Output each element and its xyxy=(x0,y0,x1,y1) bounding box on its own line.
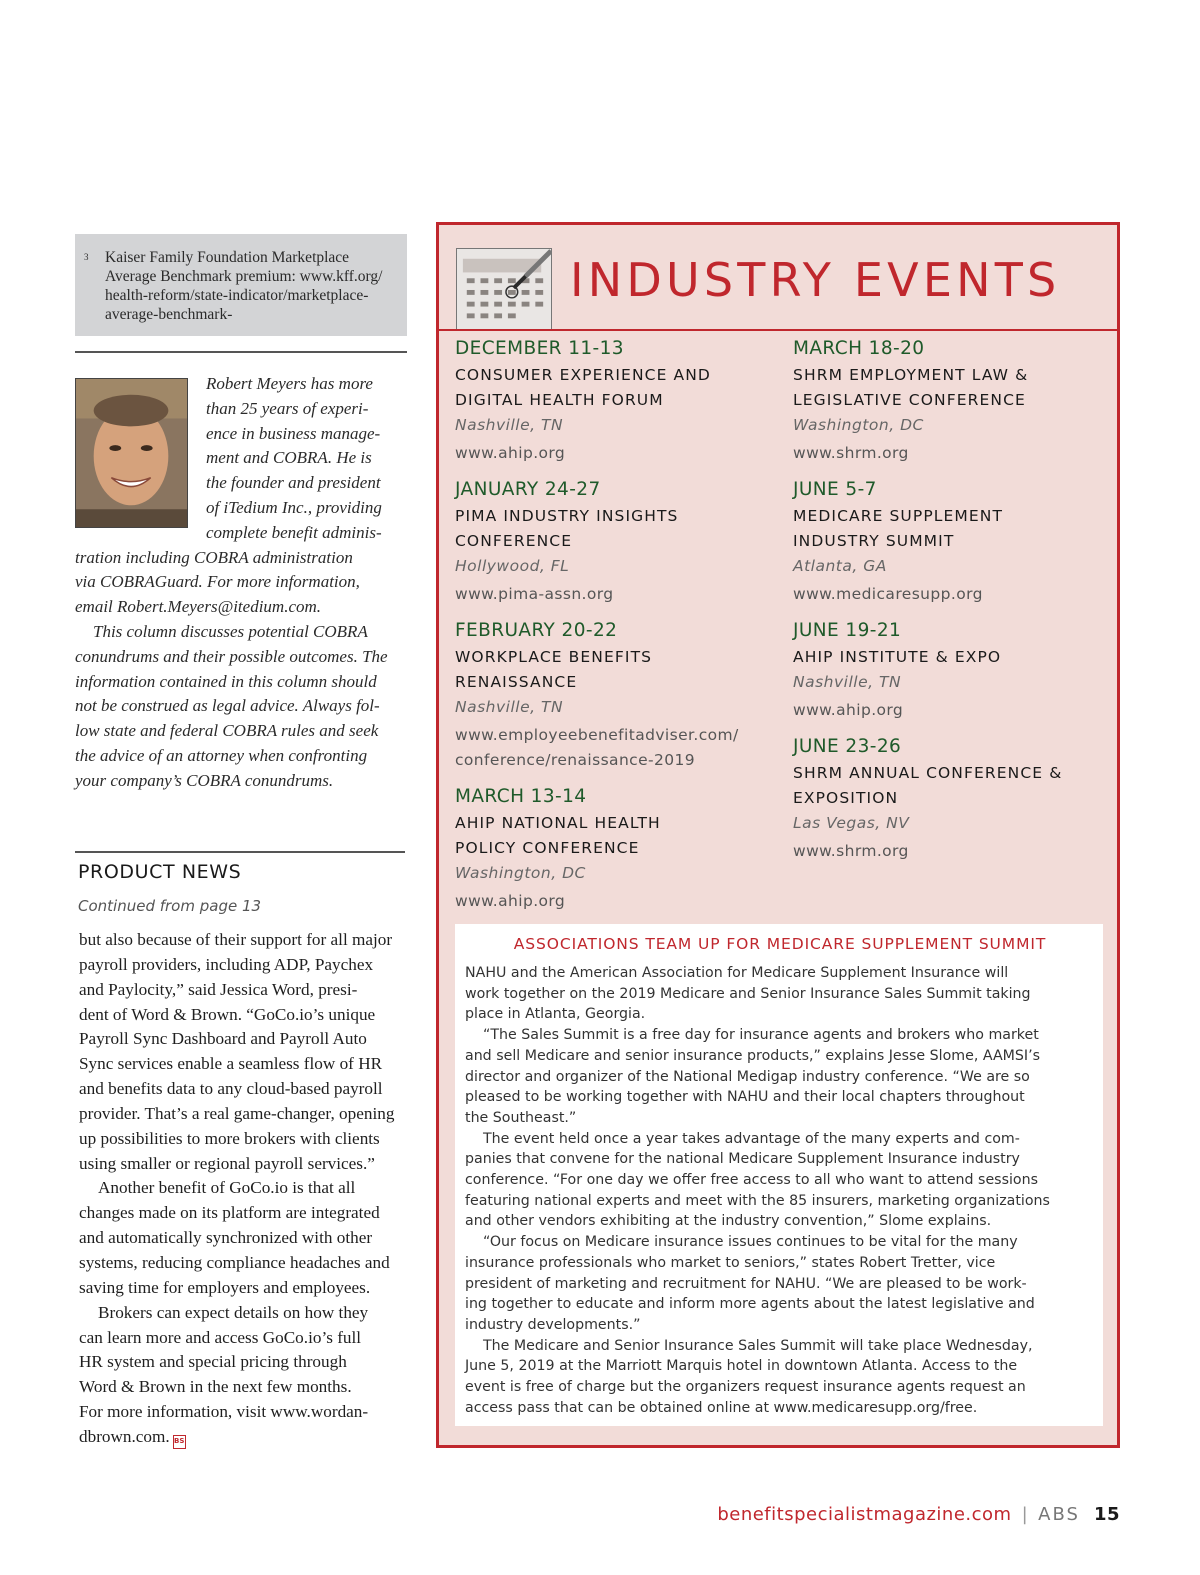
bio-line: Robert Meyers has more xyxy=(206,374,373,393)
bio-line: than 25 years of experi- xyxy=(206,398,369,418)
event-name xyxy=(455,645,785,695)
disclaimer-line: the advice of an attorney when confronting xyxy=(75,745,368,765)
event-url-line: www.ahip.org xyxy=(793,701,904,719)
body-line: but also because of their support for all major xyxy=(79,930,393,949)
event-url xyxy=(793,582,1123,607)
footer-separator: | xyxy=(1021,1504,1029,1525)
industry-events-title: INDUSTRY EVENTS xyxy=(570,253,1061,307)
event-url xyxy=(455,582,785,607)
event-name-line: AHIP INSTITUTE & EXPO xyxy=(793,648,1002,666)
body-line: using smaller or regional payroll services.” xyxy=(79,1153,375,1173)
bio-line: email Robert.Meyers@itedium.com. xyxy=(75,597,322,617)
event-location: Las Vegas, NV xyxy=(793,814,910,832)
article-line: “The Sales Summit is a free day for insurance agents and brokers who market xyxy=(483,1027,1039,1044)
body-line: dent of Word & Brown. “GoCo.io’s unique xyxy=(79,1004,376,1024)
bio-line: ence in business manage- xyxy=(206,423,381,443)
body-line: Payroll Sync Dashboard and Payroll Auto xyxy=(79,1029,367,1049)
associations-body xyxy=(465,963,1095,1418)
event-location: Atlanta, GA xyxy=(793,557,887,575)
event-date: MARCH 13-14 xyxy=(455,786,587,807)
event-url-line: www.ahip.org xyxy=(455,892,566,910)
article-line: insurance professionals who market to seniors,” states Robert Tretter, vice xyxy=(465,1254,996,1271)
body-line: changes made on its platform are integrated xyxy=(79,1203,380,1223)
article-line: access pass that can be obtained online at www.medicaresupp.org/free. xyxy=(465,1399,978,1416)
event-date: MARCH 18-20 xyxy=(793,338,925,359)
product-news-heading: PRODUCT NEWS xyxy=(78,861,242,883)
disclaimer-line: conundrums and their possible outcomes. The xyxy=(75,646,388,666)
footer-magazine: ABS xyxy=(1038,1504,1080,1525)
footnote-line: average-benchmark- xyxy=(105,306,233,323)
event-name xyxy=(793,761,1123,811)
event-name-line: INDUSTRY SUMMIT xyxy=(793,532,955,550)
event-name xyxy=(793,363,1123,413)
event-item xyxy=(793,335,1123,466)
article-line: industry developments.” xyxy=(465,1316,641,1333)
body-line: and automatically synchronized with other xyxy=(79,1228,373,1248)
event-name-line: PIMA INDUSTRY INSIGHTS xyxy=(455,507,679,525)
event-name-line: EXPOSITION xyxy=(793,789,899,807)
event-url-line: www.shrm.org xyxy=(793,444,909,462)
event-location: Nashville, TN xyxy=(455,698,564,716)
body-line: Brokers can expect details on how they xyxy=(98,1302,369,1322)
event-date: JANUARY 24-27 xyxy=(455,479,601,500)
article-line: “Our focus on Medicare insurance issues continues to be vital for the many xyxy=(483,1234,1018,1251)
event-date: JUNE 5-7 xyxy=(793,479,877,500)
article-line: the Southeast.” xyxy=(465,1109,577,1126)
article-line: president of marketing and recruitment for NAHU. “We are pleased to be work- xyxy=(465,1275,1027,1292)
article-line: The Medicare and Senior Insurance Sales Summit will take place Wednesday, xyxy=(483,1337,1033,1354)
event-item xyxy=(793,733,1123,864)
body-line: For more information, visit www.wordan- xyxy=(79,1402,369,1422)
article-line: ing together to educate and inform more agents about the latest legislative and xyxy=(465,1296,1035,1313)
event-name-line: CONFERENCE xyxy=(455,532,573,550)
body-line: up possibilities to more brokers with clients xyxy=(79,1128,380,1148)
article-line: featuring national experts and meet with the 85 insurers, marketing organizations xyxy=(465,1192,1050,1209)
footer-website: benefitspecialistmagazine.com xyxy=(717,1504,1012,1525)
event-item xyxy=(793,617,1123,723)
article-line: The event held once a year takes advantage of the many experts and com- xyxy=(483,1130,1020,1147)
event-url xyxy=(455,723,785,773)
events-column-right xyxy=(793,335,1123,874)
article-line: and sell Medicare and senior insurance products,” explains Jesse Slome, AAMSI’s xyxy=(465,1047,1040,1064)
event-name-line: RENAISSANCE xyxy=(455,673,578,691)
body-line-text: dbrown.com. xyxy=(79,1426,170,1446)
divider xyxy=(75,851,405,853)
event-name-line: SHRM EMPLOYMENT LAW & xyxy=(793,366,1029,384)
body-line: can learn more and access GoCo.io’s full xyxy=(79,1327,362,1347)
event-name xyxy=(455,504,785,554)
article-line: June 5, 2019 at the Marriott Marquis hotel in downtown Atlanta. Access to the xyxy=(465,1358,1018,1375)
disclaimer-line: not be construed as legal advice. Always fol- xyxy=(75,696,380,716)
body-line: HR system and special pricing through xyxy=(79,1352,347,1372)
bio-line: ment and COBRA. He is xyxy=(206,448,372,468)
body-line: and benefits data to any cloud-based payroll xyxy=(79,1079,383,1099)
body-line: Sync services enable a seamless flow of HR xyxy=(79,1054,383,1074)
body-line: saving time for employers and employees. xyxy=(79,1277,371,1297)
disclaimer-line: your company’s COBRA conundrums. xyxy=(75,770,334,790)
body-line: provider. That’s a real game-changer, opening xyxy=(79,1103,395,1123)
event-date: JUNE 23-26 xyxy=(793,736,902,757)
event-name xyxy=(793,645,1123,670)
header-divider xyxy=(439,329,1117,331)
body-line: systems, reducing compliance headaches and xyxy=(79,1252,390,1272)
disclaimer-line: low state and federal COBRA rules and seek xyxy=(75,721,379,741)
event-name-line: LEGISLATIVE CONFERENCE xyxy=(793,391,1026,409)
end-of-article-icon: BS xyxy=(173,1435,186,1449)
associations-article xyxy=(455,924,1103,1426)
event-location: Nashville, TN xyxy=(793,673,902,691)
event-date: DECEMBER 11-13 xyxy=(455,338,624,359)
event-name xyxy=(455,363,785,413)
event-name xyxy=(455,811,785,861)
event-date: JUNE 19-21 xyxy=(793,620,902,641)
disclaimer-line: This column discusses potential COBRA xyxy=(93,621,368,641)
event-item xyxy=(455,617,785,773)
event-item xyxy=(455,783,785,914)
event-location: Nashville, TN xyxy=(455,416,564,434)
event-url xyxy=(793,441,1123,466)
event-url-line: conference/renaissance-2019 xyxy=(455,751,696,769)
article-line: panies that convene for the national Medicare Supplement Insurance industry xyxy=(465,1151,1020,1168)
event-url-line: www.ahip.org xyxy=(455,444,566,462)
event-url-line: www.pima-assn.org xyxy=(455,585,614,603)
article-line: director and organizer of the National Medigap industry conference. “We are so xyxy=(465,1068,1030,1085)
event-item xyxy=(455,335,785,466)
bio-line: the founder and president xyxy=(206,473,381,493)
event-url xyxy=(793,839,1123,864)
author-bio xyxy=(75,372,407,794)
body-line: Another benefit of GoCo.io is that all xyxy=(98,1178,356,1198)
divider xyxy=(75,351,407,353)
event-date: FEBRUARY 20-22 xyxy=(455,620,618,641)
event-name-line: WORKPLACE BENEFITS xyxy=(455,648,653,666)
body-line: and Paylocity,” said Jessica Word, presi- xyxy=(79,979,358,999)
event-name-line: SHRM ANNUAL CONFERENCE & xyxy=(793,764,1063,782)
event-item xyxy=(793,476,1123,607)
calendar-icon xyxy=(456,248,552,331)
event-location: Washington, DC xyxy=(793,416,924,434)
disclaimer-line: information contained in this column should xyxy=(75,671,377,691)
body-line xyxy=(79,1425,409,1450)
event-url-line: www.shrm.org xyxy=(793,842,909,860)
article-line: work together on the 2019 Medicare and Senior Insurance Sales Summit taking xyxy=(465,985,1031,1002)
article-line: pleased to be working together with NAHU and their local chapters throughout xyxy=(465,1089,1025,1106)
industry-events-box xyxy=(436,222,1120,1448)
article-line: conference. “For one day we offer free access to all who want to attend sessions xyxy=(465,1172,1038,1189)
event-url-line: www.employeebenefitadviser.com/ xyxy=(455,726,739,744)
event-url xyxy=(455,889,785,914)
events-column-left xyxy=(455,335,785,924)
footnote-box xyxy=(75,234,407,336)
body-line: Word & Brown in the next few months. xyxy=(79,1377,352,1397)
event-name-line: CONSUMER EXPERIENCE AND xyxy=(455,366,711,384)
bio-line: complete benefit adminis- xyxy=(206,522,382,542)
event-url-line: www.medicaresupp.org xyxy=(793,585,983,603)
product-news-body xyxy=(79,928,409,1450)
bio-line: via COBRAGuard. For more information, xyxy=(75,572,360,592)
article-line: place in Atlanta, Georgia. xyxy=(465,1006,646,1023)
event-location: Washington, DC xyxy=(455,864,586,882)
footnote-number: 3 xyxy=(84,252,89,262)
event-url xyxy=(455,441,785,466)
footnote-line: Kaiser Family Foundation Marketplace xyxy=(105,249,350,266)
event-name-line: POLICY CONFERENCE xyxy=(455,839,640,857)
bio-line: of iTedium Inc., providing xyxy=(206,497,382,517)
bio-line: tration including COBRA administration xyxy=(75,547,353,567)
footnote-line: health-reform/state-indicator/marketplace- xyxy=(105,287,369,304)
article-line: and other vendors exhibiting at the industry convention,” Slome explains. xyxy=(465,1213,992,1230)
event-name-line: DIGITAL HEALTH FORUM xyxy=(455,391,664,409)
body-line: payroll providers, including ADP, Paychex xyxy=(79,954,374,974)
event-name-line: MEDICARE SUPPLEMENT xyxy=(793,507,1004,525)
page-number: 15 xyxy=(1093,1504,1120,1525)
product-news-continued: Continued from page 13 xyxy=(78,897,262,915)
event-name xyxy=(793,504,1123,554)
footnote-text xyxy=(105,248,397,324)
article-line: NAHU and the American Association for Medicare Supplement Insurance will xyxy=(465,965,1009,981)
article-line: event is free of charge but the organizers request insurance agents request an xyxy=(465,1379,1026,1396)
page-footer xyxy=(717,1504,1120,1525)
event-name-line: AHIP NATIONAL HEALTH xyxy=(455,814,661,832)
event-url xyxy=(793,698,1123,723)
event-location: Hollywood, FL xyxy=(455,557,570,575)
event-item xyxy=(455,476,785,607)
associations-headline: ASSOCIATIONS TEAM UP FOR MEDICARE SUPPLEMENT SUMMIT xyxy=(513,935,1047,953)
footnote-line: Average Benchmark premium: www.kff.org/ xyxy=(105,268,383,285)
